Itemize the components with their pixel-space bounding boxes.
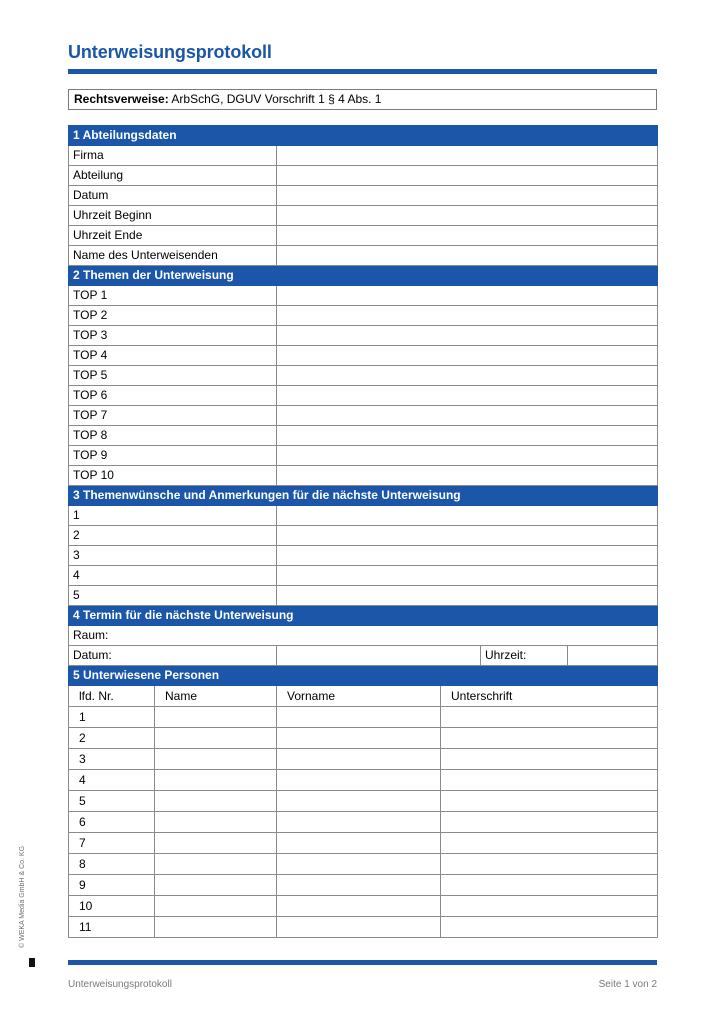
wish-number: 4 xyxy=(69,566,277,586)
person-signature-input[interactable] xyxy=(441,854,658,875)
person-name-input[interactable] xyxy=(155,812,277,833)
person-row-number: 8 xyxy=(69,854,155,875)
topic-input[interactable] xyxy=(277,286,658,306)
person-name-input[interactable] xyxy=(155,917,277,938)
column-header-unterschrift: Unterschrift xyxy=(441,686,658,707)
topic-label: TOP 4 xyxy=(69,346,277,366)
section-title-themen: 2 Themen der Unterweisung xyxy=(69,266,658,286)
person-signature-input[interactable] xyxy=(441,791,658,812)
section-title-themenwuensche: 3 Themenwünsche und Anmerkungen für die nächste Unterweisung xyxy=(69,486,658,506)
section-title-personen: 5 Unterwiesene Personen xyxy=(69,666,658,686)
person-signature-input[interactable] xyxy=(441,770,658,791)
person-name-input[interactable] xyxy=(155,791,277,812)
field-label-uhrzeit-beginn: Uhrzeit Beginn xyxy=(69,206,277,226)
person-row-number: 5 xyxy=(69,791,155,812)
topic-label: TOP 5 xyxy=(69,366,277,386)
protocol-form xyxy=(68,125,658,938)
person-vorname-input[interactable] xyxy=(277,896,441,917)
topic-input[interactable] xyxy=(277,466,658,486)
topic-input[interactable] xyxy=(277,306,658,326)
person-vorname-input[interactable] xyxy=(277,707,441,728)
field-input-firma[interactable] xyxy=(277,146,658,166)
person-name-input[interactable] xyxy=(155,854,277,875)
field-label-termin-datum: Datum: xyxy=(69,646,277,666)
person-vorname-input[interactable] xyxy=(277,875,441,896)
wish-number: 2 xyxy=(69,526,277,546)
wish-input[interactable] xyxy=(277,586,658,606)
wish-input[interactable] xyxy=(277,566,658,586)
wish-input[interactable] xyxy=(277,546,658,566)
person-name-input[interactable] xyxy=(155,833,277,854)
person-row-number: 3 xyxy=(69,749,155,770)
person-name-input[interactable] xyxy=(155,770,277,791)
wish-number: 1 xyxy=(69,506,277,526)
person-row-number: 2 xyxy=(69,728,155,749)
field-label-termin-uhrzeit: Uhrzeit: xyxy=(481,646,568,666)
field-input-abteilung[interactable] xyxy=(277,166,658,186)
person-vorname-input[interactable] xyxy=(277,728,441,749)
header-rule xyxy=(68,69,657,74)
person-vorname-input[interactable] xyxy=(277,833,441,854)
person-name-input[interactable] xyxy=(155,875,277,896)
person-signature-input[interactable] xyxy=(441,833,658,854)
person-vorname-input[interactable] xyxy=(277,812,441,833)
topic-input[interactable] xyxy=(277,366,658,386)
topic-label: TOP 7 xyxy=(69,406,277,426)
person-row-number: 10 xyxy=(69,896,155,917)
topic-label: TOP 2 xyxy=(69,306,277,326)
person-signature-input[interactable] xyxy=(441,875,658,896)
person-name-input[interactable] xyxy=(155,707,277,728)
field-label-name-unterweisender: Name des Unterweisenden xyxy=(69,246,277,266)
field-input-termin-uhrzeit[interactable] xyxy=(568,646,658,666)
wish-number: 5 xyxy=(69,586,277,606)
legal-reference-label: Rechtsverweise: xyxy=(74,92,169,106)
person-signature-input[interactable] xyxy=(441,749,658,770)
person-signature-input[interactable] xyxy=(441,896,658,917)
field-raum[interactable]: Raum: xyxy=(69,626,658,646)
field-input-termin-datum[interactable] xyxy=(277,646,481,666)
topic-input[interactable] xyxy=(277,326,658,346)
field-label-uhrzeit-ende: Uhrzeit Ende xyxy=(69,226,277,246)
person-row-number: 1 xyxy=(69,707,155,728)
person-vorname-input[interactable] xyxy=(277,791,441,812)
person-row-number: 6 xyxy=(69,812,155,833)
person-row-number: 4 xyxy=(69,770,155,791)
column-header-nr: lfd. Nr. xyxy=(69,686,155,707)
person-vorname-input[interactable] xyxy=(277,917,441,938)
wish-number: 3 xyxy=(69,546,277,566)
person-row-number: 11 xyxy=(69,917,155,938)
person-name-input[interactable] xyxy=(155,749,277,770)
field-label-abteilung: Abteilung xyxy=(69,166,277,186)
person-signature-input[interactable] xyxy=(441,707,658,728)
person-vorname-input[interactable] xyxy=(277,854,441,875)
person-signature-input[interactable] xyxy=(441,812,658,833)
topic-label: TOP 1 xyxy=(69,286,277,306)
page-title: Unterweisungsprotokoll xyxy=(68,42,272,62)
person-signature-input[interactable] xyxy=(441,728,658,749)
topic-label: TOP 9 xyxy=(69,446,277,466)
topic-input[interactable] xyxy=(277,346,658,366)
person-name-input[interactable] xyxy=(155,728,277,749)
footer-page-number: Seite 1 von 2 xyxy=(598,979,657,990)
person-vorname-input[interactable] xyxy=(277,749,441,770)
topic-label: TOP 8 xyxy=(69,426,277,446)
field-label-datum: Datum xyxy=(69,186,277,206)
wish-input[interactable] xyxy=(277,526,658,546)
topic-input[interactable] xyxy=(277,446,658,466)
section-title-termin: 4 Termin für die nächste Unterweisung xyxy=(69,606,658,626)
wish-input[interactable] xyxy=(277,506,658,526)
topic-label: TOP 10 xyxy=(69,466,277,486)
legal-reference-box xyxy=(68,89,657,110)
person-vorname-input[interactable] xyxy=(277,770,441,791)
person-row-number: 7 xyxy=(69,833,155,854)
topic-input[interactable] xyxy=(277,406,658,426)
legal-reference-text: ArbSchG, DGUV Vorschrift 1 § 4 Abs. 1 xyxy=(171,92,382,106)
person-name-input[interactable] xyxy=(155,896,277,917)
column-header-name: Name xyxy=(155,686,277,707)
section-title-abteilungsdaten: 1 Abteilungsdaten xyxy=(69,126,658,146)
copyright-note: © WEKA Media GmbH & Co. KG xyxy=(19,845,26,948)
topic-label: TOP 6 xyxy=(69,386,277,406)
weka-mark-icon xyxy=(29,958,35,967)
person-row-number: 9 xyxy=(69,875,155,896)
column-header-vorname: Vorname xyxy=(277,686,441,707)
topic-input[interactable] xyxy=(277,426,658,446)
person-signature-input[interactable] xyxy=(441,917,658,938)
topic-input[interactable] xyxy=(277,386,658,406)
field-input-name-unterweisender[interactable] xyxy=(277,246,658,266)
field-input-datum[interactable] xyxy=(277,186,658,206)
field-input-uhrzeit-ende[interactable] xyxy=(277,226,658,246)
topic-label: TOP 3 xyxy=(69,326,277,346)
field-label-firma: Firma xyxy=(69,146,277,166)
field-input-uhrzeit-beginn[interactable] xyxy=(277,206,658,226)
footer-document-title: Unterweisungsprotokoll xyxy=(68,979,172,990)
footer-rule xyxy=(68,960,657,965)
